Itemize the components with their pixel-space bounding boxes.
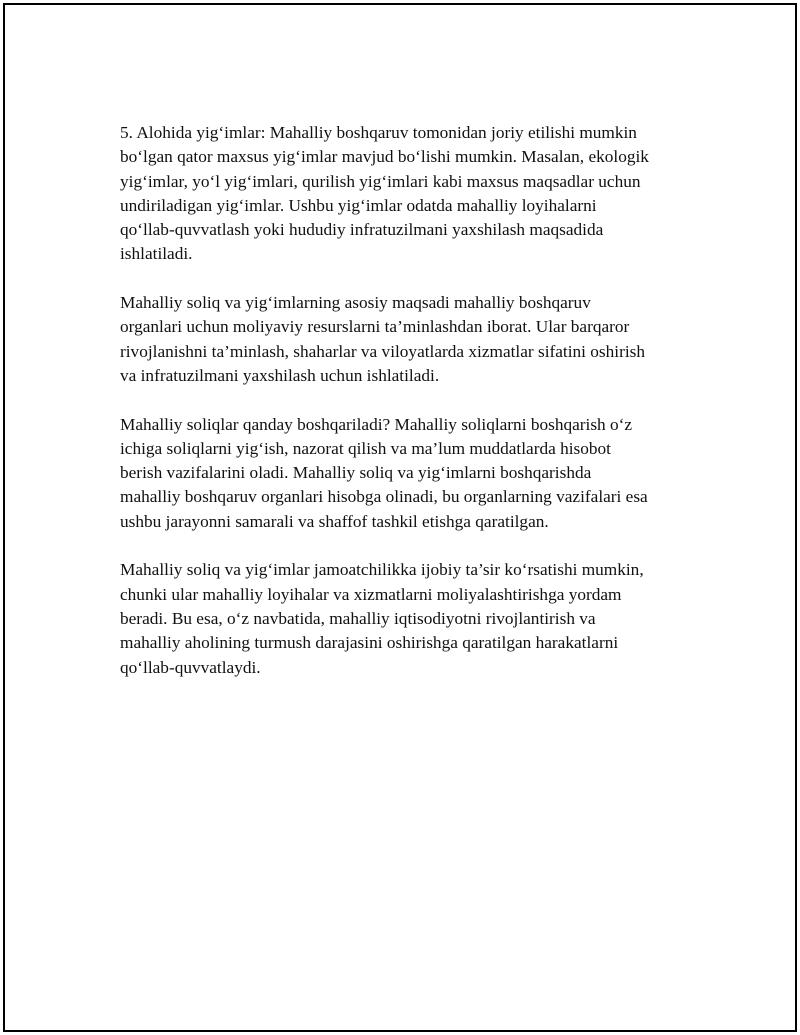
text-line: qo‘llab-quvvatlash yoki hududiy infratuzilmani yaxshilash maqsadida xyxy=(120,220,604,240)
text-line: Mahalliy soliq va yig‘imlarning asosiy maqsadi mahalliy boshqaruv xyxy=(120,293,591,313)
text-line: mahalliy boshqaruv organlari hisobga olinadi, bu organlarning vazifalari esa xyxy=(120,487,648,507)
text-line: chunki ular mahalliy loyihalar va xizmatlarni moliyalashtirishga yordam xyxy=(120,584,622,604)
text-line: rivojlanishni ta’minlash, shaharlar va viloyatlarda xizmatlar sifatini oshirish xyxy=(120,341,646,361)
text-line: beradi. Bu esa, o‘z navbatida, mahalliy iqtisodiyotni rivojlantirish va xyxy=(120,608,596,628)
paragraph-alohida-yigimlar xyxy=(120,121,720,267)
text-line: ushbu jarayonni samarali va shaffof tashkil etishga qaratilgan. xyxy=(120,511,549,531)
paragraph-boshqarish xyxy=(120,413,720,534)
paragraph-asosiy-maqsad xyxy=(120,291,720,388)
text-line: organlari uchun moliyaviy resurslarni ta’minlashdan iborat. Ular barqaror xyxy=(120,317,630,337)
text-line: mahalliy aholining turmush darajasini oshirishga qaratilgan harakatlarni xyxy=(120,633,619,653)
text-line: 5. Alohida yig‘imlar: Mahalliy boshqaruv tomonidan joriy etilishi mumkin xyxy=(120,123,637,142)
text-line: undiriladigan yig‘imlar. Ushbu yig‘imlar odatda mahalliy loyihalarni xyxy=(120,195,597,215)
text-line: ishlatiladi. xyxy=(120,244,193,264)
text-line: va infratuzilmani yaxshilash uchun ishlatiladi. xyxy=(120,365,440,385)
document-body xyxy=(120,121,720,704)
text-line: berish vazifalarini oladi. Mahalliy soliq va yig‘imlarni boshqarishda xyxy=(120,463,592,483)
text-line: bo‘lgan qator maxsus yig‘imlar mavjud bo‘lishi mumkin. Masalan, ekologik xyxy=(120,147,649,167)
text-line: ichiga soliqlarni yig‘ish, nazorat qilish va ma’lum muddatlarda hisobot xyxy=(120,438,611,458)
paragraph-jamoatchilik-tasiri xyxy=(120,558,720,679)
text-line: qo‘llab-quvvatlaydi. xyxy=(120,657,261,677)
text-line: yig‘imlar, yo‘l yig‘imlari, qurilish yig‘imlari kabi maxsus maqsadlar uchun xyxy=(120,171,641,191)
document-page xyxy=(3,3,797,1032)
text-line: Mahalliy soliq va yig‘imlar jamoatchilikka ijobiy ta’sir ko‘rsatishi mumkin, xyxy=(120,560,644,580)
text-line: Mahalliy soliqlar qanday boshqariladi? Mahalliy soliqlarni boshqarish o‘z xyxy=(120,414,633,434)
